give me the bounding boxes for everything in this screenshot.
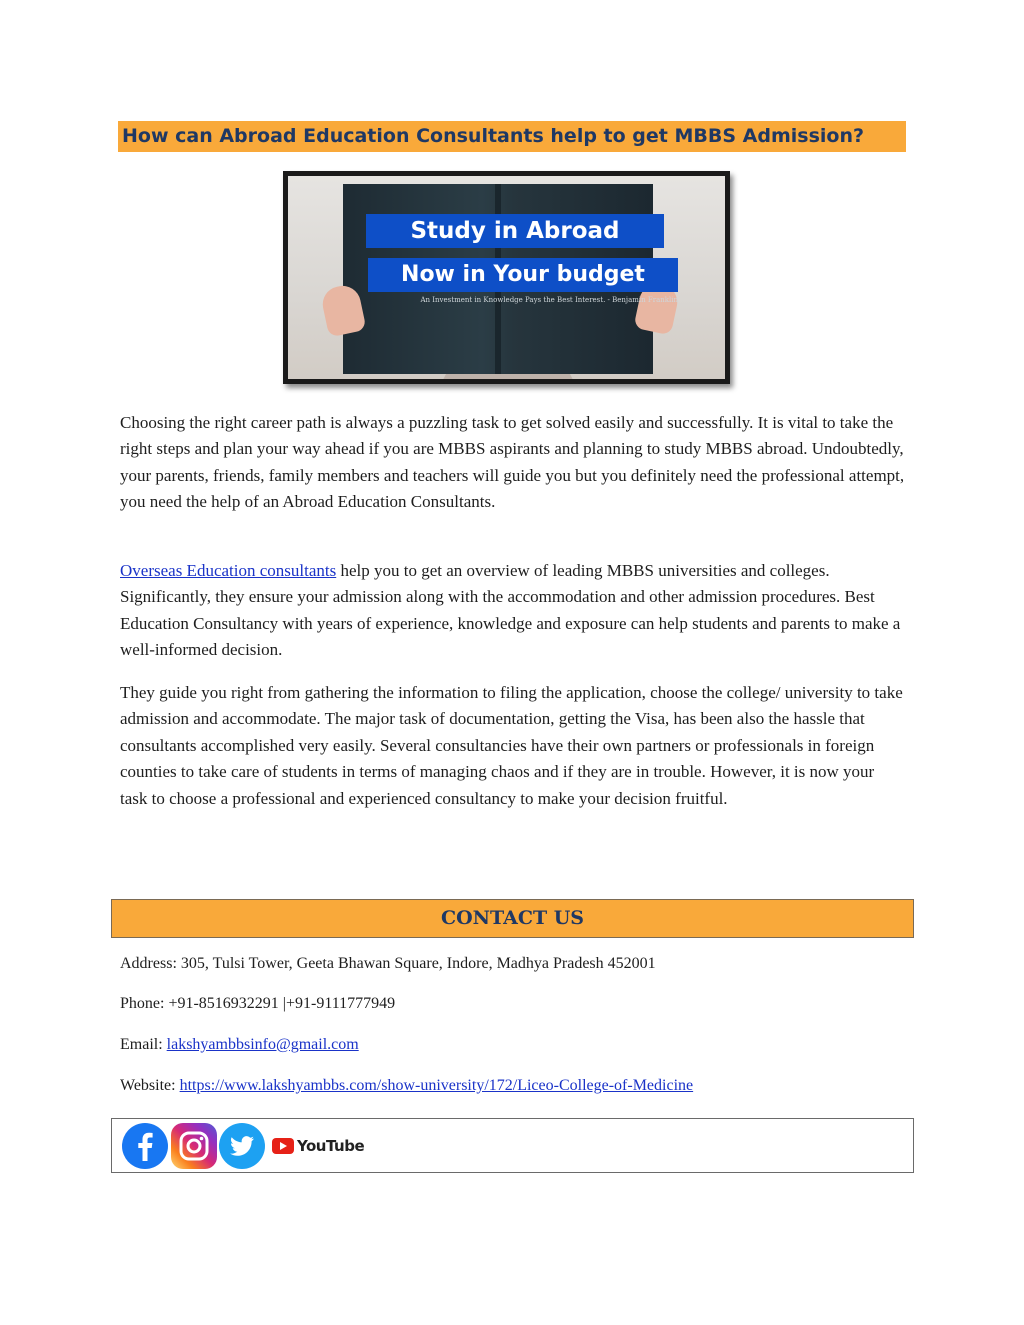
- youtube-label: YouTube: [297, 1137, 365, 1155]
- contact-website: [120, 1077, 693, 1095]
- paragraph-overseas: [120, 558, 905, 664]
- contact-heading: CONTACT US: [440, 907, 585, 929]
- hero-image: [283, 171, 730, 384]
- facebook-icon[interactable]: [122, 1123, 168, 1169]
- hero-quote: An Investment in Knowledge Pays the Best Interest. - Benjamin Franklin: [420, 296, 678, 304]
- title-bar: [118, 121, 906, 152]
- overseas-consultants-link[interactable]: Overseas Education consultants: [120, 561, 337, 580]
- email-label: Email:: [120, 1036, 167, 1053]
- phone-label: Phone:: [120, 995, 169, 1012]
- hero-banner-line1: Study in Abroad: [366, 214, 664, 248]
- website-label: Website:: [120, 1077, 180, 1094]
- contact-address: [120, 955, 656, 973]
- address-label: Address:: [120, 955, 181, 972]
- hero-banner-line2: Now in Your budget: [368, 258, 678, 292]
- paragraph-guide: They guide you right from gathering the information to filing the application, choose the college/ university to take admission and accommodate. The major task of documentation, getting the Visa, has been also the hassle that consultants accomplished very easily. Several consultancies have their own partners or professionals in foreign counties to take care of students in terms of managing chaos and if they are in trouble. However, it is now your task to choose a professional and experienced consultancy to make your decision fruitful.: [120, 683, 903, 808]
- page-title: How can Abroad Education Consultants help to get MBBS Admission?: [122, 125, 864, 147]
- twitter-icon[interactable]: [219, 1123, 265, 1169]
- phone-value: +91-8516932291 |+91-9111777949: [168, 995, 396, 1012]
- hero-photo: [288, 176, 725, 379]
- contact-phone: [120, 995, 395, 1013]
- instagram-icon[interactable]: [171, 1123, 217, 1169]
- email-link[interactable]: lakshyambbsinfo@gmail.com: [166, 1036, 359, 1053]
- contact-email: [120, 1036, 359, 1054]
- contact-heading-bar: [111, 899, 914, 938]
- address-value: 305, Tulsi Tower, Geeta Bhawan Square, Indore, Madhya Pradesh 452001: [180, 955, 656, 972]
- social-links: [111, 1118, 914, 1173]
- paragraph-intro: Choosing the right career path is always a puzzling task to get solved easily and successfully. It is vital to take the right steps and plan your way ahead if you are MBBS aspirants and planning to study MBBS abroad. Undoubtedly, your parents, friends, family members and teachers will guide you but you definitely need the professional attempt, you need the help of an Abroad Education Consultants.: [120, 413, 905, 512]
- youtube-logo[interactable]: [272, 1135, 365, 1159]
- website-link[interactable]: https://www.lakshyambbs.com/show-university/172/Liceo-College-of-Medicine: [179, 1077, 694, 1094]
- paragraph-overseas-text: help you to get an overview of leading MBBS universities and colleges. Significantly, they ensure your admission along with the accommodation and other admission procedures. Best Education Consultancy with years of experience, knowledge and exposure can help students and parents to make a well-informed decision.: [120, 561, 901, 660]
- youtube-play-icon: [272, 1138, 294, 1154]
